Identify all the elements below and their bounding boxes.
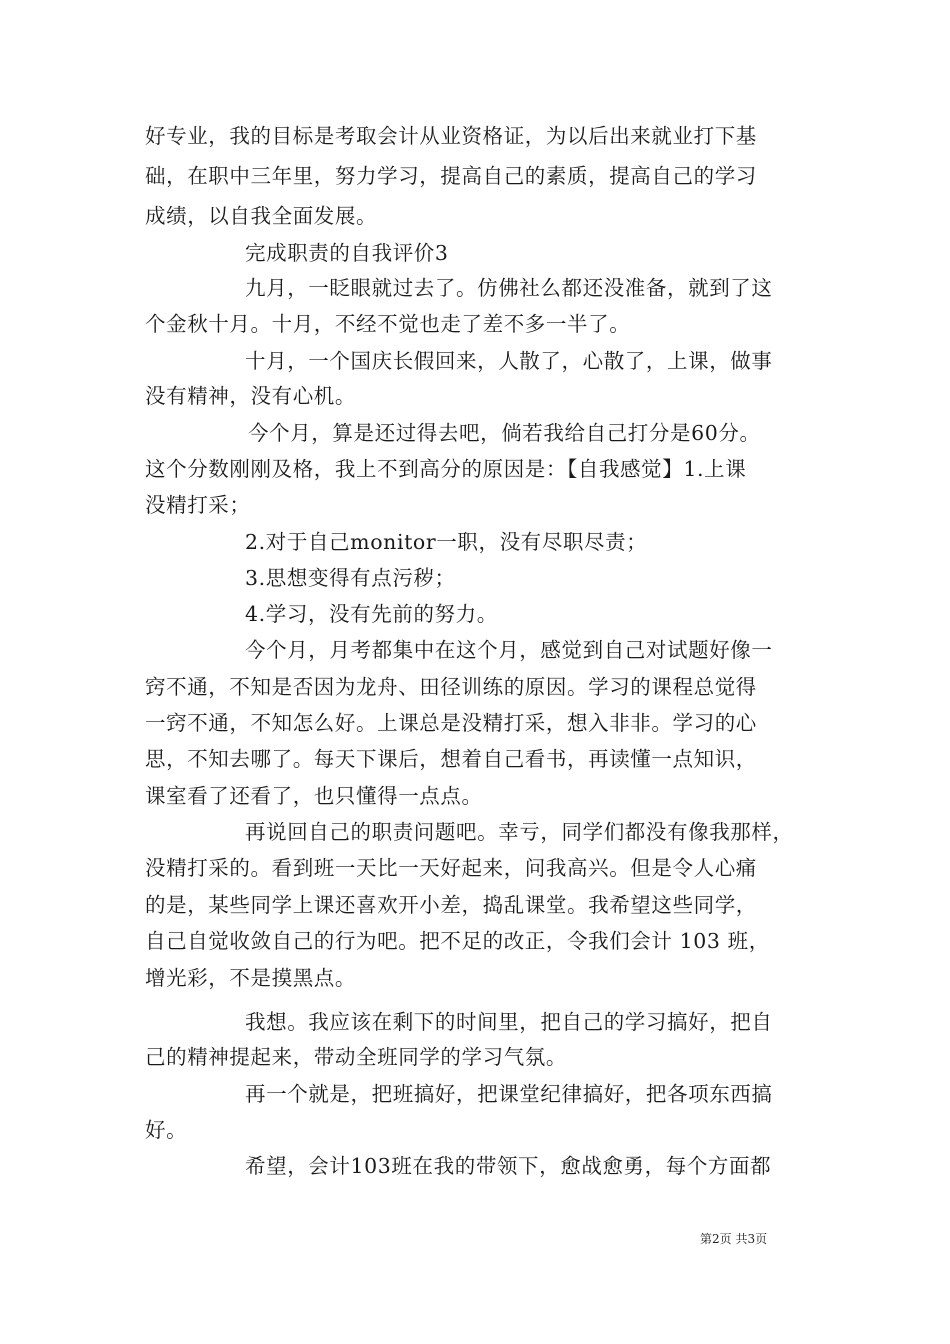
page-number: 第2页 共3页	[700, 1232, 768, 1246]
section-heading: 完成职责的自我评价3	[245, 241, 449, 265]
text-line: 己的精神提起来，带动全班同学的学习气氛。	[145, 1045, 567, 1069]
text-line: 希望，会计103班在我的带领下，愈战愈勇，每个方面都	[245, 1154, 772, 1178]
list-item: 2.对于自己monitor一职，没有尽职尽责；	[245, 530, 648, 554]
text-line: 这个分数刚刚及格，我上不到高分的原因是：【自我感觉】1.上课	[145, 457, 747, 481]
text-line: 我想。我应该在剩下的时间里，把自己的学习搞好，把自	[245, 1010, 773, 1034]
text-line: 十月，一个国庆长假回来，人散了，心散了，上课，做事	[245, 349, 773, 373]
text-line: 础，在职中三年里，努力学习，提高自己的素质，提高自己的学习	[145, 164, 757, 188]
text-line: 好。	[145, 1118, 188, 1142]
text-line: 再说回自己的职责问题吧。幸亏，同学们都没有像我那样，	[245, 820, 794, 844]
text-line: 再一个就是，把班搞好，把课堂纪律搞好，把各项东西搞	[245, 1082, 773, 1106]
list-item: 3.思想变得有点污秽；	[245, 566, 456, 590]
text-line: 自己自觉收敛自己的行为吧。把不足的改正，令我们会计 103 班，	[145, 929, 770, 953]
text-line: 思，不知去哪了。每天下课后，想着自己看书，再读懂一点知识，	[145, 747, 757, 771]
text-line: 课室看了还看了，也只懂得一点点。	[145, 784, 483, 808]
text-line: 窍不通，不知是否因为龙舟、田径训练的原因。学习的课程总觉得	[145, 675, 757, 699]
text-line: 今个月，月考都集中在这个月，感觉到自己对试题好像一	[245, 638, 773, 662]
text-line: 没精打采；	[145, 493, 251, 517]
text-line: 好专业，我的目标是考取会计从业资格证，为以后出来就业打下基	[145, 124, 757, 148]
text-line: 一窍不通，不知怎么好。上课总是没精打采，想入非非。学习的心	[145, 711, 757, 735]
text-line: 没有精神，没有心机。	[145, 384, 356, 408]
text-line: 没精打采的。看到班一天比一天好起来，问我高兴。但是令人心痛	[145, 856, 757, 880]
list-item: 4.学习，没有先前的努力。	[245, 602, 498, 626]
text-line: 九月，一眨眼就过去了。仿佛社么都还没准备，就到了这	[245, 276, 773, 300]
text-line: 今个月，算是还过得去吧，倘若我给自己打分是60分。	[248, 421, 761, 445]
text-line: 增光彩，不是摸黑点。	[145, 966, 356, 990]
text-line: 的是，某些同学上课还喜欢开小差，捣乱课堂。我希望这些同学，	[145, 893, 757, 917]
text-line: 个金秋十月。十月，不经不觉也走了差不多一半了。	[145, 312, 631, 336]
text-line: 成绩，以自我全面发展。	[145, 204, 378, 228]
